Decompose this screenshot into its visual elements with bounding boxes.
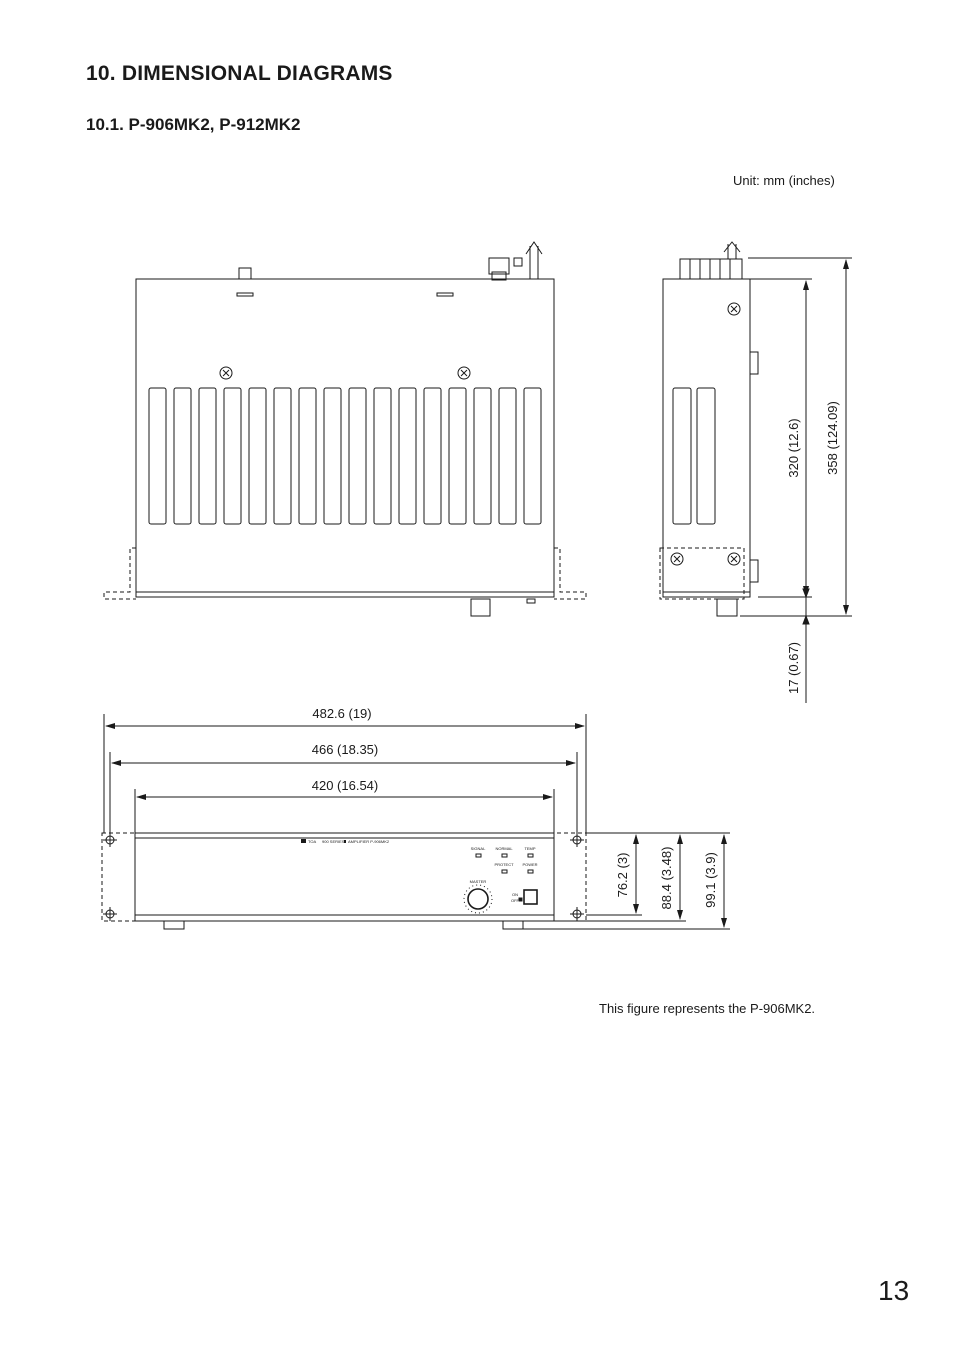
led-normal-label: NORMAL xyxy=(495,846,513,851)
vent-slot xyxy=(274,388,291,524)
side-dimensions xyxy=(740,258,852,703)
dim-320: 320 (12.6) xyxy=(786,418,801,478)
vent-slot xyxy=(424,388,441,524)
dim-466: 466 (18.35) xyxy=(311,742,379,757)
top-view-vents xyxy=(149,388,541,524)
side-view xyxy=(660,242,758,616)
section-heading: 10. DIMENSIONAL DIAGRAMS xyxy=(86,62,393,85)
vent-slot xyxy=(299,388,316,524)
vent-slot xyxy=(499,388,516,524)
series-label: 900 SERIES xyxy=(322,839,345,844)
vent-slot xyxy=(474,388,491,524)
vent-slot xyxy=(249,388,266,524)
toa-logo-mark xyxy=(301,839,306,843)
dim-482: 482.6 (19) xyxy=(312,706,372,721)
front-view xyxy=(102,833,586,929)
dim-420: 420 (16.54) xyxy=(311,778,379,793)
dim-76: 76.2 (3) xyxy=(615,852,630,898)
figure-caption: This figure represents the P-906MK2. xyxy=(599,1001,816,1016)
vent-slot xyxy=(399,388,416,524)
vent-slot xyxy=(224,388,241,524)
model-label: AMPLIFIER P-906MK2 xyxy=(348,839,390,844)
vent-slot xyxy=(174,388,191,524)
led-signal-label: SIGNAL xyxy=(470,846,486,851)
label-separator xyxy=(344,840,346,843)
front-dimensions xyxy=(104,714,586,833)
led-protect-label: PROTECT xyxy=(494,862,514,867)
switch-on-label: ON xyxy=(512,892,518,897)
dim-99: 99.1 (3.9) xyxy=(703,852,718,908)
vent-slot xyxy=(324,388,341,524)
brand-label: TOA xyxy=(308,839,317,844)
page-number: 13 xyxy=(878,1275,910,1306)
led-power-label: POWER xyxy=(522,862,538,867)
dim-88: 88.4 (3.48) xyxy=(659,846,674,910)
led-temp-label: TEMP xyxy=(524,846,536,851)
vent-slot xyxy=(199,388,216,524)
top-view xyxy=(104,242,586,616)
vent-slot xyxy=(149,388,166,524)
dim-17: 17 (0.67) xyxy=(786,641,801,695)
vent-slot xyxy=(524,388,541,524)
master-knob-label: MASTER xyxy=(469,879,487,884)
subsection-heading: 10.1. P-906MK2, P-912MK2 xyxy=(86,115,301,134)
vent-slot xyxy=(374,388,391,524)
unit-note: Unit: mm (inches) xyxy=(733,173,835,188)
dim-358: 358 (124.09) xyxy=(825,401,840,475)
vent-slot xyxy=(449,388,466,524)
switch-off-label: OFF xyxy=(511,898,519,903)
vent-slot xyxy=(349,388,366,524)
